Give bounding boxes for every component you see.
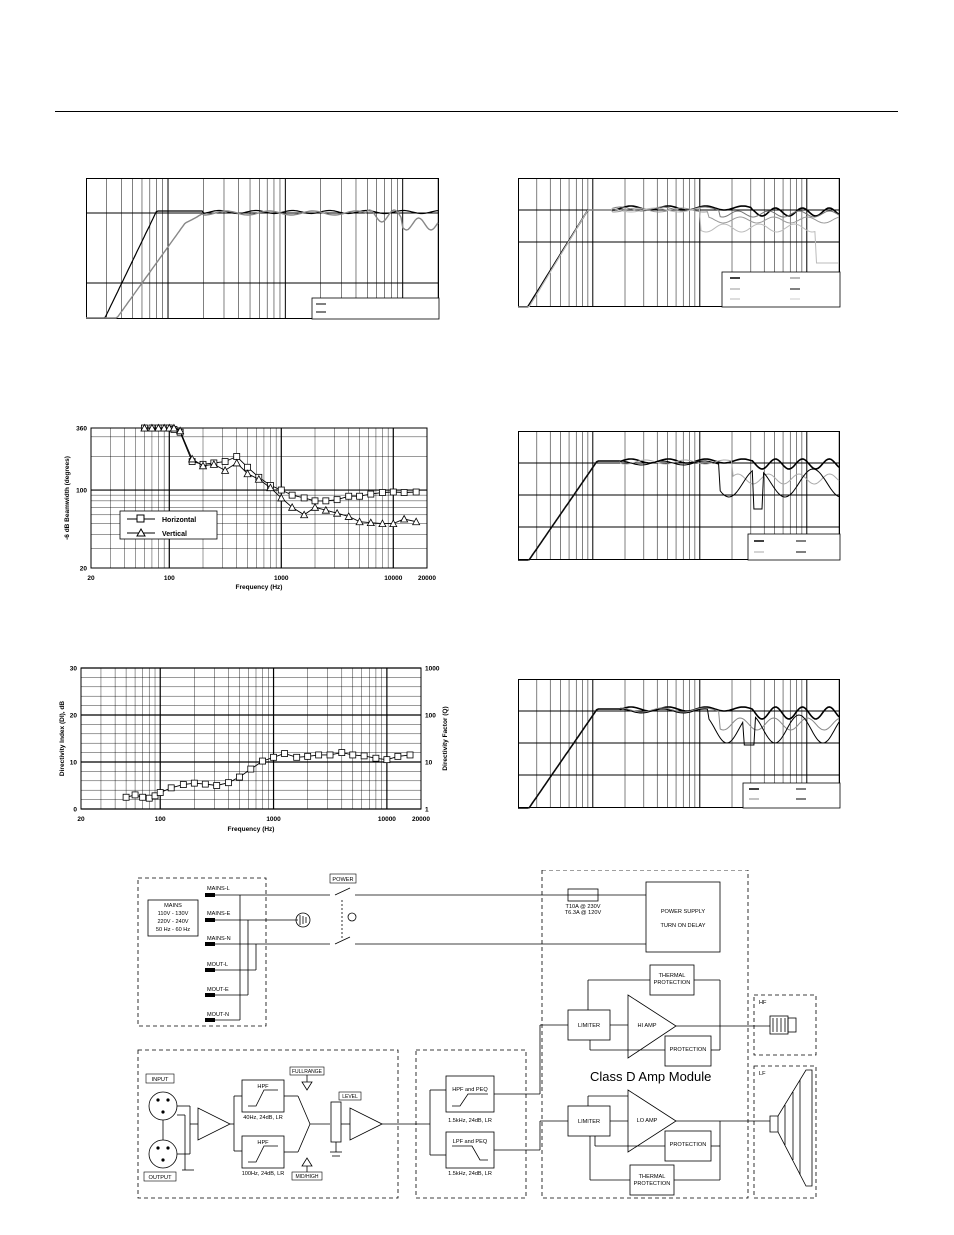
horizontal-point xyxy=(401,490,407,496)
on-axis-response-chart xyxy=(86,178,440,320)
di-point xyxy=(316,752,322,758)
horizontal-point xyxy=(222,459,228,465)
hpf-1-label: HPF xyxy=(257,1084,269,1090)
fuse-rating-1: T10A @ 230V xyxy=(565,904,601,910)
beamwidth-chart xyxy=(55,420,445,595)
hpf-1-spec: 40Hz, 24dB, LR xyxy=(243,1115,283,1121)
di-point xyxy=(168,785,174,791)
y-tick-label: 100 xyxy=(76,487,87,495)
power-supply-box xyxy=(646,882,720,952)
y-right-tick: 10 xyxy=(425,759,433,767)
horizontal-point xyxy=(346,493,352,499)
mains-label-2: 110V - 130V xyxy=(157,911,189,917)
x-tick-label: 1000 xyxy=(266,816,281,823)
midhigh-label: MID/HIGH xyxy=(295,1174,319,1180)
y-right-tick: 1000 xyxy=(425,665,440,673)
horizontal-point xyxy=(278,487,284,493)
di-point xyxy=(248,766,254,772)
y-axis-label: -6 dB Beamwidth (degrees) xyxy=(64,456,71,540)
x-tick-label: 20000 xyxy=(417,575,437,582)
y-left-tick: 20 xyxy=(69,712,77,720)
horizontal-point xyxy=(413,489,419,495)
level-label: LEVEL xyxy=(342,1094,358,1100)
lo-amp-label: LO AMP xyxy=(636,1118,658,1124)
di-point xyxy=(271,754,277,760)
x-tick-label: 20000 xyxy=(411,816,431,823)
turn-on-delay-label: TURN ON DELAY xyxy=(660,923,706,929)
vertical-point xyxy=(301,511,308,518)
di-point xyxy=(305,753,311,759)
y-tick-label: 20 xyxy=(79,565,87,573)
class-d-amp-title: Class D Amp Module xyxy=(590,1069,712,1084)
horizontal-point xyxy=(334,497,340,503)
horizontal-point xyxy=(289,492,295,498)
power-supply-label: POWER SUPPLY xyxy=(660,909,706,915)
horizontal-point xyxy=(357,493,363,499)
y-left-tick: 10 xyxy=(69,759,77,767)
vertical-off-axis-chart-2 xyxy=(518,679,841,809)
fullrange-label: FULLRANGE xyxy=(291,1069,323,1075)
vertical-point xyxy=(401,516,408,523)
x-tick-label: 20 xyxy=(87,575,95,582)
amp-module-panel xyxy=(542,870,748,1198)
horizontal-point xyxy=(390,489,396,495)
input-label: INPUT xyxy=(151,1077,169,1083)
x-tick-label: 100 xyxy=(154,816,166,823)
di-point xyxy=(146,795,152,801)
lpf-peq-label: LPF and PEQ xyxy=(452,1139,488,1145)
mains-label-4: 50 Hz - 60 Hz xyxy=(155,927,191,933)
limiter-lo-label: LIMITER xyxy=(577,1119,601,1125)
di-point xyxy=(132,792,138,798)
di-point xyxy=(202,781,208,787)
di-point xyxy=(384,757,390,763)
horizontal-point xyxy=(234,453,240,459)
di-point xyxy=(260,758,266,764)
y-left-axis-label: Directivity Index (DI), dB xyxy=(59,700,66,777)
di-point xyxy=(407,752,413,758)
vertical-off-axis-chart-1 xyxy=(518,431,841,561)
di-point xyxy=(225,780,231,786)
horizontal-point xyxy=(379,490,385,496)
mains-e-label: MAINS-E xyxy=(207,911,231,917)
directivity-chart xyxy=(55,660,465,840)
horizontal-off-axis-chart xyxy=(518,178,841,308)
di-point xyxy=(373,755,379,761)
x-tick-label: 10000 xyxy=(377,816,396,823)
power-switch-label: POWER xyxy=(332,877,354,883)
legend-horizontal: Horizontal xyxy=(162,517,197,524)
y-right-axis-label: Directivity Factor (Q) xyxy=(442,706,449,771)
hpf-peq-label: HPF and PEQ xyxy=(452,1087,488,1093)
di-point xyxy=(214,783,220,789)
protection-hi-label: PROTECTION xyxy=(669,1047,707,1053)
di-point xyxy=(395,753,401,759)
y-tick-label: 360 xyxy=(76,425,87,433)
di-point xyxy=(282,751,288,757)
di-series-line xyxy=(126,753,410,799)
x-tick-label: 20 xyxy=(77,816,85,823)
chart-legend xyxy=(312,298,439,319)
x-tick-label: 1000 xyxy=(274,575,289,582)
system-block-diagram xyxy=(130,870,830,1205)
lf-label: LF xyxy=(759,1071,766,1077)
hpf-2-spec: 100Hz, 24dB, LR xyxy=(241,1171,285,1177)
hpf-peq-spec: 1.5kHz, 24dB, LR xyxy=(448,1118,492,1124)
di-point xyxy=(123,794,129,800)
limiter-hi-label: LIMITER xyxy=(577,1023,601,1029)
hf-label: HF xyxy=(759,1000,767,1006)
legend-vertical: Vertical xyxy=(162,531,187,538)
thermal-hi-label-1: THERMAL xyxy=(658,973,686,979)
y-left-tick: 0 xyxy=(73,806,77,814)
chart-legend xyxy=(743,783,840,808)
thermal-lo-label-1: THERMAL xyxy=(638,1174,666,1180)
y-right-tick: 1 xyxy=(425,806,429,814)
lpf-peq-spec: 1.5kHz, 24dB, LR xyxy=(448,1171,492,1177)
mout-n-label: MOUT-N xyxy=(207,1012,230,1018)
mains-label-3: 220V - 240V xyxy=(157,919,189,925)
di-point xyxy=(191,780,197,786)
vertical-point xyxy=(312,504,319,511)
di-point xyxy=(361,753,367,759)
protection-lo-label: PROTECTION xyxy=(669,1142,707,1148)
mout-l-label: MOUT-L xyxy=(207,962,229,968)
horizontal-point xyxy=(312,498,318,504)
chart-legend xyxy=(748,534,840,560)
hi-amp-label: HI AMP xyxy=(637,1023,657,1029)
horizontal-point xyxy=(245,464,251,470)
di-point xyxy=(140,794,146,800)
mout-e-label: MOUT-E xyxy=(207,987,229,993)
vertical-point xyxy=(233,459,240,466)
x-axis-label: Frequency (Hz) xyxy=(235,584,283,591)
chart-legend xyxy=(120,511,217,539)
di-point xyxy=(157,790,163,796)
di-point xyxy=(294,754,300,760)
mains-label-1: MAINS xyxy=(164,903,182,909)
di-point xyxy=(180,782,186,788)
hpf-2-label: HPF xyxy=(257,1140,269,1146)
horizontal-point xyxy=(323,498,329,504)
legend-square-marker xyxy=(137,515,144,522)
header-rule xyxy=(55,111,898,112)
di-point xyxy=(339,750,345,756)
chart-legend xyxy=(722,272,840,307)
di-point xyxy=(350,752,356,758)
mains-n-label: MAINS-N xyxy=(207,936,231,942)
di-point xyxy=(236,774,242,780)
series-line-vertical xyxy=(144,428,416,524)
horizontal-point xyxy=(368,491,374,497)
horizontal-point xyxy=(301,495,307,501)
di-point xyxy=(327,752,333,758)
x-tick-label: 10000 xyxy=(384,575,403,582)
mains-l-label: MAINS-L xyxy=(207,886,230,892)
thermal-hi-label-2: PROTECTION xyxy=(653,980,691,986)
output-label: OUTPUT xyxy=(148,1175,172,1181)
x-tick-label: 100 xyxy=(163,575,175,582)
y-right-tick: 100 xyxy=(425,712,436,720)
x-axis-label: Frequency (Hz) xyxy=(227,826,275,833)
fuse-rating-2: T6.3A @ 120V xyxy=(564,910,602,916)
y-left-tick: 30 xyxy=(69,665,77,673)
thermal-lo-label-2: PROTECTION xyxy=(633,1181,671,1187)
